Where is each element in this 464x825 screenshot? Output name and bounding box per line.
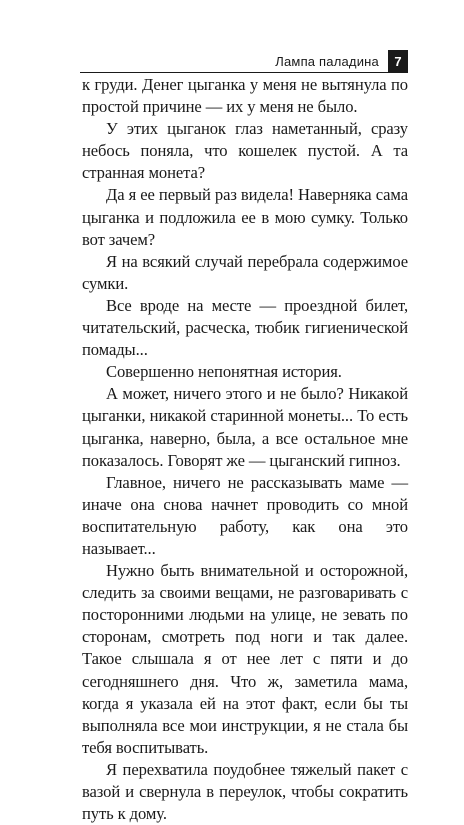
paragraph: Все вроде на месте — проездной билет, читательский, расческа, тюбик гигиенической помады...	[82, 295, 408, 360]
running-head	[275, 50, 408, 72]
header-rule	[80, 72, 408, 73]
paragraph: Я перехватила поудобнее тяжелый пакет с вазой и свернула в переулок, чтобы сократить путь к дому.	[82, 759, 408, 824]
paragraph: А может, ничего этого и не было? Никакой цыганки, никакой старинной монеты... То есть цыганка, наверно, была, а все остальное мне показалось. Говорят же — цыганский гипноз.	[82, 384, 408, 470]
body-text	[82, 74, 408, 825]
page-number: 7	[388, 50, 408, 72]
paragraph: к груди. Денег цыганка у меня не вытянула по простой причине — их у меня не было.	[82, 75, 408, 117]
running-title: Лампа паладина	[275, 53, 379, 69]
paragraph: Да я ее первый раз видела! Наверняка сама цыганка и подложила ее в мою сумку. Только вот зачем?	[82, 185, 408, 249]
paragraph: У этих цыганок глаз наметанный, сразу небось поняла, что кошелек пустой. А та странная монета?	[82, 119, 408, 183]
paragraph: Я на всякий случай перебрала содержимое сумки.	[82, 251, 408, 293]
paragraph: Нужно быть внимательной и осторожной, следить за своими вещами, не разговаривать с посторонними людьми на улице, не зевать по сторонам, смотреть под ноги и так далее. Такое слышала я от нее лет с пяти и до сегодняшнего дня. Что ж, заметила мама, когда я указала ей на этот факт, если бы ты выполняла все мои инструкции, я не стала бы тебя воспитывать.	[82, 561, 408, 757]
paragraph: Совершенно непонятная история.	[106, 362, 342, 382]
paragraph: Главное, ничего не рассказывать маме — иначе она снова начнет проводить со мной воспитательную работу, как она это называет...	[82, 472, 408, 558]
